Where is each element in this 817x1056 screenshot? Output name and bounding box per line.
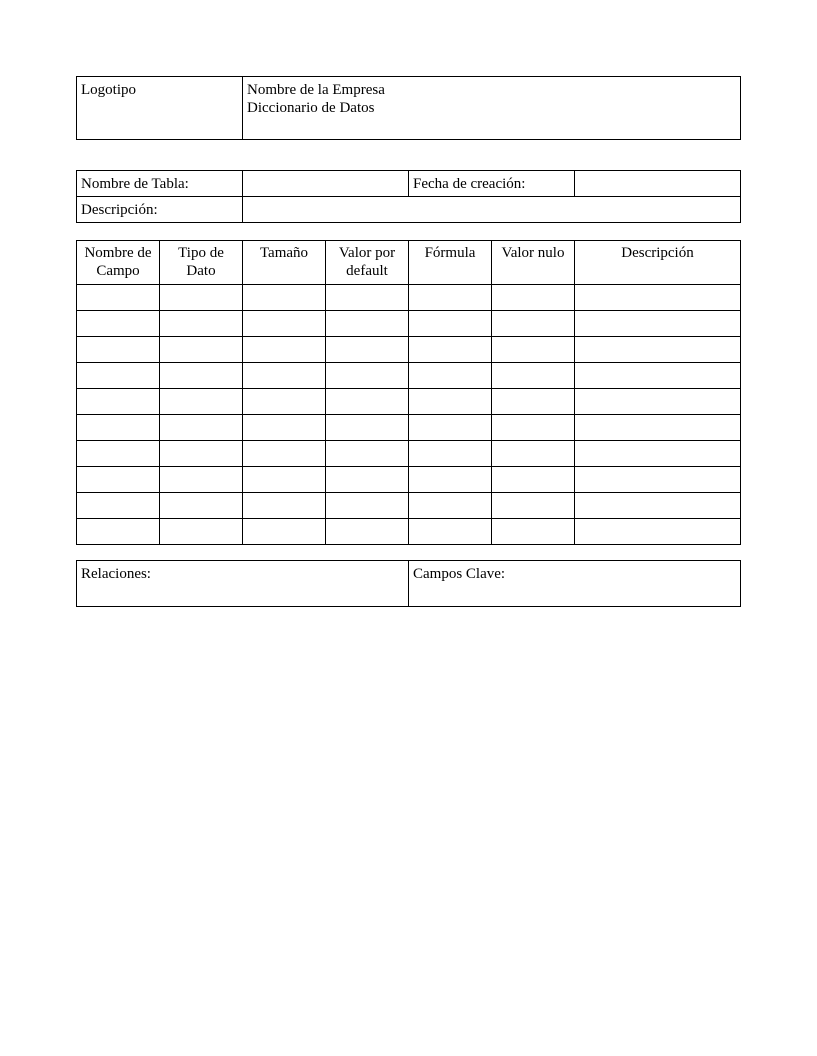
table-cell[interactable] [409,415,492,441]
cell-value [243,285,325,289]
table-cell[interactable] [409,337,492,363]
column-header-size: Tamaño [243,241,326,285]
cell-value [77,311,159,315]
logo-placeholder: Logotipo [81,82,136,98]
table-cell[interactable] [492,363,575,389]
cell-value [243,389,325,393]
cell-value [160,311,242,315]
cell-value [243,311,325,315]
cell-value [243,363,325,367]
table-cell[interactable] [492,311,575,337]
table-cell[interactable] [77,441,160,467]
column-header-default-value: Valor por default [326,241,409,285]
relations-cell[interactable] [77,561,409,607]
table-row [77,389,741,415]
table-cell[interactable] [326,337,409,363]
table-cell[interactable] [326,285,409,311]
table-cell[interactable] [326,519,409,545]
cell-value [409,311,491,315]
cell-value [243,493,325,497]
cell-value [575,285,740,289]
cell-value [492,519,574,523]
cell-value [575,337,740,341]
table-cell[interactable] [575,311,741,337]
table-name-label: Nombre de Tabla: [81,176,189,192]
cell-value [243,519,325,523]
cell-value [575,467,740,471]
table-cell[interactable] [243,415,326,441]
table-cell[interactable] [575,441,741,467]
table-cell[interactable] [409,311,492,337]
table-cell[interactable] [326,311,409,337]
cell-value [575,519,740,523]
logo-cell [77,77,243,140]
description-field[interactable] [243,197,741,223]
cell-value [409,363,491,367]
table-cell[interactable] [160,415,243,441]
table-cell[interactable] [77,363,160,389]
creation-date-value [575,171,740,175]
cell-value [326,363,408,367]
cell-value [160,389,242,393]
relations-label: Relaciones: [81,566,151,582]
cell-value [160,337,242,341]
column-header-description: Descripción [575,241,741,285]
table-cell[interactable] [575,389,741,415]
table-cell[interactable] [575,519,741,545]
cell-value [492,389,574,393]
cell-value [492,363,574,367]
table-row [77,363,741,389]
document-header [76,76,741,140]
table-cell[interactable] [326,415,409,441]
cell-value [409,467,491,471]
table-cell[interactable] [409,363,492,389]
creation-date-label: Fecha de creación: [413,176,526,192]
table-cell[interactable] [243,337,326,363]
table-info [76,170,741,223]
table-cell[interactable] [160,467,243,493]
table-cell[interactable] [243,467,326,493]
company-name: Nombre de la Empresa [247,82,385,98]
table-cell[interactable] [492,493,575,519]
cell-value [492,467,574,471]
cell-value [326,311,408,315]
table-row [77,337,741,363]
cell-value [77,467,159,471]
cell-value [326,285,408,289]
table-cell[interactable] [326,363,409,389]
creation-date-label-cell [409,171,575,197]
cell-value [77,493,159,497]
table-cell[interactable] [326,493,409,519]
cell-value [492,311,574,315]
table-cell[interactable] [575,285,741,311]
cell-value [575,389,740,393]
cell-value [326,519,408,523]
cell-value [160,415,242,419]
description-value [243,197,740,201]
cell-value [326,493,408,497]
table-cell[interactable] [409,493,492,519]
table-cell[interactable] [160,337,243,363]
table-cell[interactable] [492,389,575,415]
table-cell[interactable] [326,389,409,415]
cell-value [326,337,408,341]
table-cell[interactable] [409,519,492,545]
table-cell[interactable] [77,467,160,493]
table-cell[interactable] [243,311,326,337]
table-cell[interactable] [77,519,160,545]
table-name-field[interactable] [243,171,409,197]
table-row [77,519,741,545]
table-cell[interactable] [243,519,326,545]
cell-value [326,415,408,419]
cell-value [160,285,242,289]
cell-value [492,285,574,289]
cell-value [492,441,574,445]
table-cell[interactable] [326,441,409,467]
cell-value [492,415,574,419]
table-cell[interactable] [77,415,160,441]
document-footer [76,560,741,607]
table-cell[interactable] [160,285,243,311]
table-cell[interactable] [77,389,160,415]
table-cell[interactable] [492,441,575,467]
table-cell[interactable] [492,415,575,441]
table-row [77,441,741,467]
column-header-field-name: Nombre de Campo [77,241,160,285]
table-cell[interactable] [492,519,575,545]
table-row [77,311,741,337]
table-cell[interactable] [409,285,492,311]
cell-value [492,337,574,341]
table-cell[interactable] [575,337,741,363]
key-fields-label: Campos Clave: [413,566,506,582]
table-row [77,285,741,311]
table-row [77,415,741,441]
cell-value [77,389,159,393]
table-cell[interactable] [409,467,492,493]
table-cell[interactable] [160,363,243,389]
table-cell[interactable] [575,363,741,389]
table-cell[interactable] [575,415,741,441]
cell-value [409,389,491,393]
column-header-formula: Fórmula [409,241,492,285]
key-fields-cell[interactable] [409,561,741,607]
fields-table [76,240,741,545]
cell-value [243,441,325,445]
cell-value [409,285,491,289]
cell-value [409,415,491,419]
table-row [77,467,741,493]
cell-value [409,493,491,497]
cell-value [575,493,740,497]
cell-value [575,415,740,419]
cell-value [243,415,325,419]
cell-value [326,467,408,471]
table-cell[interactable] [160,519,243,545]
company-cell [243,77,741,140]
table-cell[interactable] [492,467,575,493]
table-cell[interactable] [77,337,160,363]
cell-value [77,441,159,445]
cell-value [575,363,740,367]
cell-value [160,441,242,445]
cell-value [160,467,242,471]
table-cell[interactable] [243,441,326,467]
table-cell[interactable] [77,493,160,519]
table-cell[interactable] [409,441,492,467]
table-cell[interactable] [77,311,160,337]
cell-value [160,519,242,523]
table-cell[interactable] [492,285,575,311]
description-label-cell [77,197,243,223]
cell-value [409,519,491,523]
column-header-data-type: Tipo de Dato [160,241,243,285]
table-cell[interactable] [326,467,409,493]
cell-value [409,337,491,341]
table-name-label-cell [77,171,243,197]
cell-value [77,363,159,367]
table-cell[interactable] [575,467,741,493]
fields-table-body [77,285,741,545]
cell-value [77,337,159,341]
table-cell[interactable] [160,493,243,519]
table-cell[interactable] [160,311,243,337]
cell-value [575,311,740,315]
table-cell[interactable] [160,441,243,467]
creation-date-field[interactable] [575,171,741,197]
cell-value [77,519,159,523]
table-cell[interactable] [243,389,326,415]
cell-value [77,415,159,419]
table-cell[interactable] [243,363,326,389]
cell-value [243,467,325,471]
table-row [77,493,741,519]
document-title: Diccionario de Datos [247,100,375,116]
column-header-null-value: Valor nulo [492,241,575,285]
cell-value [160,363,242,367]
cell-value [77,285,159,289]
cell-value [326,389,408,393]
cell-value [492,493,574,497]
table-cell[interactable] [160,389,243,415]
table-cell[interactable] [243,285,326,311]
fields-header-row [77,241,741,285]
table-name-value [243,171,408,175]
table-cell[interactable] [409,389,492,415]
cell-value [326,441,408,445]
table-cell[interactable] [575,493,741,519]
table-cell[interactable] [492,337,575,363]
cell-value [575,441,740,445]
cell-value [243,337,325,341]
description-label: Descripción: [81,202,158,218]
cell-value [160,493,242,497]
cell-value [409,441,491,445]
table-cell[interactable] [243,493,326,519]
table-cell[interactable] [77,285,160,311]
